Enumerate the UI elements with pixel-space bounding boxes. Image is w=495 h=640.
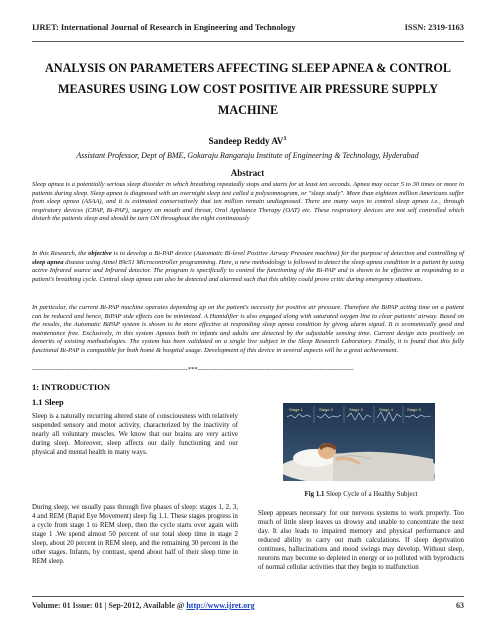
intro-paragraph-1: Sleep is a naturally recurring altered state of consciousness with relatively suspended sensory and motor activity, characterized by the inactivity of nearly all voluntary muscles. We know that our brains are very active during sleep. Moreover, sleep affects our daily functioning and our physical and mental health in many ways. [32, 413, 238, 456]
abstract-paragraph-1: Sleep apnea is a potentially serious sleep disorder in which breathing repeatedly stops and starts for at least ten seconds. Apnea may occur 5 to 30 times or more in patients during sleep. Sleep apnea is diagnosed with an overnight sleep test called a polysomnogram, or "sleep study". More than eighteen million Americans suffer from sleep apnea (ASAA), and it is estimated conservatively that ten million remain undiagnosed. There are many ways to control sleep apnea i.e., through respiratory devices (CPAP, Bi-PAP), surgery on mouth and throat, Oral Appliance Therapy (OAT) etc. These respiratory devices are not self controlled which disturb the patients sleep and should be turn ON throughout the night continuously [32, 181, 464, 223]
stage-label: Stage 5 [407, 407, 421, 412]
abstract-p2-objective: objective [88, 250, 112, 257]
figure-caption-text: Sleep Cycle of a Healthy Subject [324, 491, 418, 498]
stage-label: Stage 4 [379, 407, 393, 412]
figure-caption [258, 491, 464, 498]
section-separator: ------------------------------------------------------------------------***------------------------------------------------------------------------ [32, 366, 354, 373]
footer-volume [32, 601, 255, 610]
abstract-p2-text-c: disease using Atmel 89c51 Microcontroller programming. Here, a new methodology is followed to detect the sleep apnea condition in a patient by using active Infrared source and Infrared detector. The program is specifically to control the functioning of the Bi-PAP and is shown to be effective at responding to a patient's breathing cycle. Central sleep apnea can also be detected and alarmed such that this ability could prove critic during emergency situations. [32, 258, 464, 283]
abstract-p2-text-a: In this Research, the [32, 250, 89, 257]
figure-label: Fig 1.1 [304, 491, 325, 498]
running-header [32, 23, 464, 39]
journal-url-link[interactable]: http://www.ijret.org [186, 601, 255, 610]
footer-volume-text: Volume: 01 Issue: 01 | Sep-2012, Available @ [32, 601, 187, 610]
journal-name: IJRET: International Journal of Research in Engineering and Technology [32, 23, 296, 32]
paper-title: ANALYSIS ON PARAMETERS AFFECTING SLEEP APNEA & CONTROL MEASURES USING LOW COST POSITIVE AIR PRESSURE SUPPLY MACHINE [45, 61, 451, 117]
abstract-p2-sleep-apnea: sleep apnea [32, 258, 64, 266]
page-number: 63 [456, 601, 464, 610]
stage-label: Stage 2 [319, 407, 333, 412]
author-affiliation: Assistant Professor, Dept of BME, Gokaraju Rangaraju Institute of Engineering & Technology, Hyderabad [76, 151, 419, 160]
header-rule [32, 41, 464, 42]
author-name: Sandeep Reddy AV [208, 136, 284, 147]
sleep-cycle-figure [283, 403, 435, 481]
author-superscript: 1 [283, 136, 287, 142]
stage-label: Stage 3 [349, 407, 363, 412]
section-heading: 1: INTRODUCTION [32, 382, 111, 392]
subsection-heading: 1.1 Sleep [32, 398, 64, 407]
footer-rule [32, 596, 464, 597]
issn: ISSN: 2319-1163 [404, 23, 464, 32]
abstract-heading: Abstract [230, 168, 265, 178]
intro-paragraph-3: Sleep appears necessary for our nervous systems to work properly. Too much of little sleep leaves us drowsy and unable to concentrate the next day. It also leads to impaired memory and physical performance and reduced ability to carry out math calculations. If sleep deprivation continues, hallucinations and mood swings may develop. Without sleep, neurons may become so depleted in energy or so polluted with byproducts of normal cellular activities that they begin to malfunction [258, 510, 464, 571]
abstract-paragraph-2 [32, 250, 464, 284]
abstract-paragraph-3: In particular, the current Bi-PAP machine operates depending up on the patient's necessity for positive air pressure. Therefore the BiPAP acting time on a patient can be reduced and hence, BiPAP side effects can be minimized. A Humidifier is also engaged along with saturated oxygen line to clear patients' airway. Based on the results, the Automatic BiPAP system is shown to be more effective at responding sleep apnea condition by giving alarm signal. It is economically good and maintenance free. Exclusively, in this system Apneas both in infants and adults are detected by the adjustable sensing time. Current design acts positively on demerits of existing methodologies. The system has been validated on a single live subject in the Sleep Research Laboratory. Finally, it is found that this fully functional Bi-PAP is compatible for both home & hospital usage. Development of this device in several aspects will be a great achievement. [32, 304, 464, 354]
author-line [0, 136, 495, 146]
stage-label: Stage 1 [289, 407, 303, 412]
intro-paragraph-2: During sleep, we usually pass through five phases of sleep: stages 1, 2, 3, 4 and REM (Rapid Eye Movement) sleep fig 1.1. These stages progress in a cycle from stage 1 to REM sleep, then the cycle starts over again with stage 1 .We spend almost 50 percent of our total sleep time in stage 2 sleep, about 20 percent in REM sleep, and the remaining 30 percent in the other stages. Infants, by contrast, spend about half of their sleep time in REM sleep. [32, 504, 238, 565]
abstract-p2-text-b: is to develop a Bi-PAP device (Automatic Bi-level Positive Airway Pressure machine) for the purpose of detection and controlling of [111, 250, 464, 257]
